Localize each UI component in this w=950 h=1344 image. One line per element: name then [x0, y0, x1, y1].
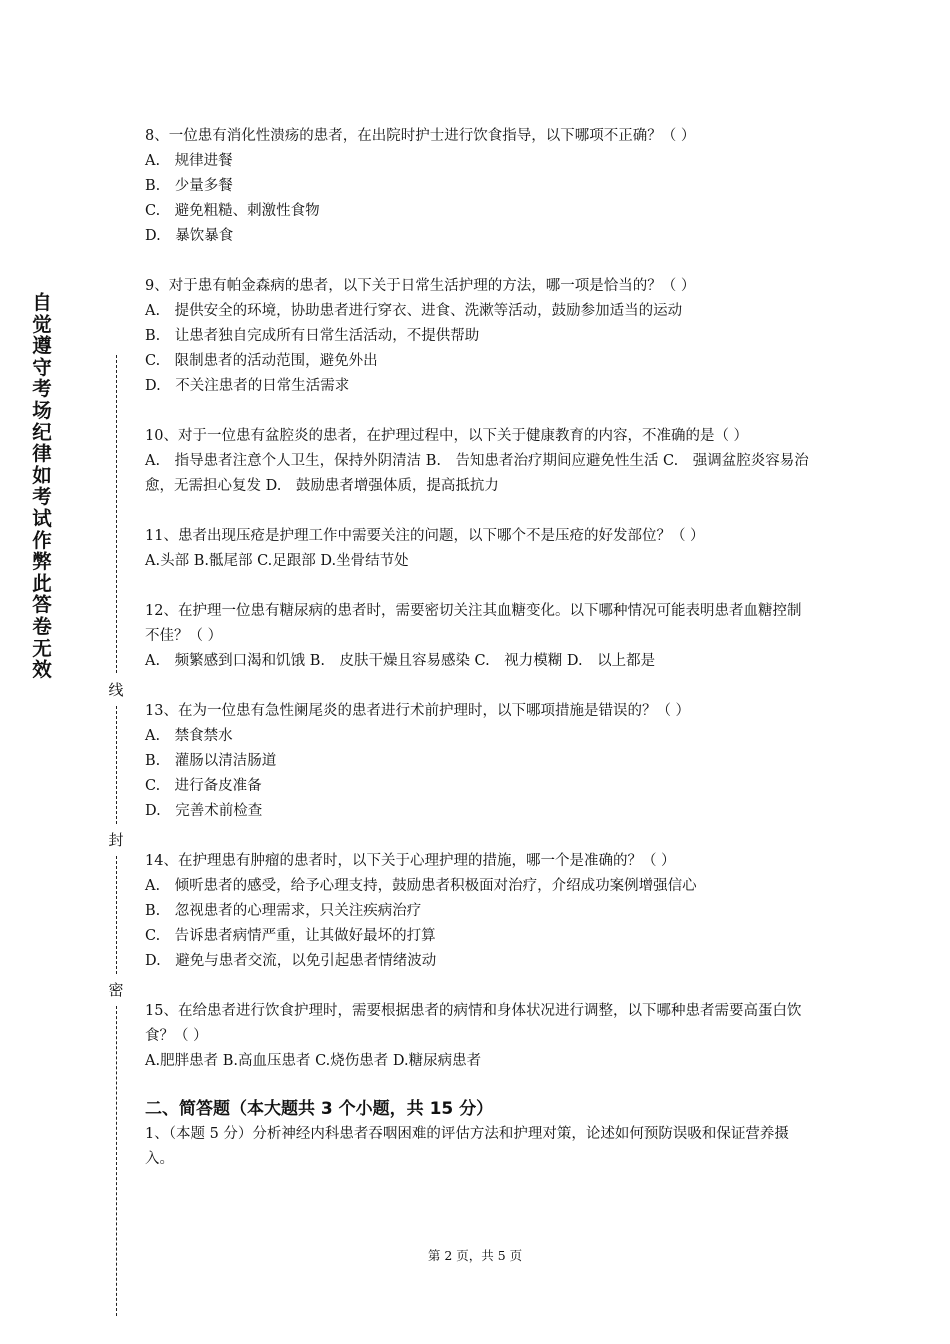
section-title-short-answer: 二、简答题（本大题共 3 个小题，共 15 分）	[145, 1099, 494, 1119]
seal-dashed-line-1	[116, 355, 117, 673]
question-14	[145, 849, 810, 974]
options-inline: A.肥胖患者 B.高血压患者 C.烧伤患者 D.糖尿病患者	[145, 1053, 482, 1069]
question-stem: 8、一位患有消化性溃疡的患者，在出院时护士进行饮食指导，以下哪项不正确？（ ）	[145, 128, 696, 144]
seal-dashed-line-4	[116, 1006, 117, 1316]
exam-discipline-slogan: 自觉遵守考场纪律如考试作弊此答卷无效	[32, 291, 52, 682]
option-a: A. 禁食禁水	[145, 728, 233, 744]
question-stem: 14、在护理患有肿瘤的患者时，以下关于心理护理的措施，哪一个是准确的？（ ）	[145, 853, 676, 869]
seal-label-line: 线	[108, 681, 124, 699]
exam-content	[145, 124, 810, 1172]
option-c: C. 进行备皮准备	[145, 778, 262, 794]
option-a: A. 提供安全的环境，协助患者进行穿衣、进食、洗漱等活动，鼓励参加适当的运动	[145, 303, 683, 319]
question-stem: 12、在护理一位患有糖尿病的患者时，需要密切关注其血糖变化。以下哪种情况可能表明患者血糖控制不佳？（ ）	[145, 603, 802, 644]
seal-dashed-line-3	[116, 856, 117, 974]
option-b: B. 让患者独自完成所有日常生活活动，不提供帮助	[145, 328, 480, 344]
option-a: A. 倾听患者的感受，给予心理支持，鼓励患者积极面对治疗，介绍成功案例增强信心	[145, 878, 697, 894]
option-d: D. 避免与患者交流，以免引起患者情绪波动	[145, 953, 437, 969]
question-13	[145, 699, 810, 824]
seal-dashed-line-2	[116, 706, 117, 824]
question-stem: 1、（本题 5 分）分析神经内科患者吞咽困难的评估方法和护理对策，论述如何预防误吸和保证营养摄入。	[145, 1126, 789, 1167]
options-inline: A. 频繁感到口渴和饥饿 B. 皮肤干燥且容易感染 C. 视力模糊 D. 以上都是	[145, 653, 656, 669]
question-stem: 13、在为一位患有急性阑尾炎的患者进行术前护理时，以下哪项措施是错误的？（ ）	[145, 703, 691, 719]
page-number: 第 2 页，共 5 页	[427, 1248, 523, 1263]
option-d: D. 暴饮暴食	[145, 228, 234, 244]
short-answer-question-1	[145, 1122, 810, 1172]
question-12	[145, 599, 810, 674]
question-stem: 15、在给患者进行饮食护理时，需要根据患者的病情和身体状况进行调整，以下哪种患者需要高蛋白饮食？（ ）	[145, 1003, 802, 1044]
options-inline: A.头部 B.骶尾部 C.足跟部 D.坐骨结节处	[145, 553, 409, 569]
question-stem: 9、对于患有帕金森病的患者，以下关于日常生活护理的方法，哪一项是恰当的？（ ）	[145, 278, 696, 294]
question-15	[145, 999, 810, 1074]
option-b: B. 少量多餐	[145, 178, 233, 194]
option-c: C. 限制患者的活动范围，避免外出	[145, 353, 378, 369]
question-10	[145, 424, 810, 499]
option-d: D. 不关注患者的日常生活需求	[145, 378, 350, 394]
seal-label-seal: 封	[108, 831, 124, 849]
question-stem: 11、患者出现压疮是护理工作中需要关注的问题，以下哪个不是压疮的好发部位？（ ）	[145, 528, 705, 544]
option-b: B. 灌肠以清洁肠道	[145, 753, 277, 769]
option-a: A. 规律进餐	[145, 153, 233, 169]
question-9	[145, 274, 810, 399]
seal-label-secret: 密	[108, 981, 124, 999]
option-c: C. 避免粗糙、刺激性食物	[145, 203, 320, 219]
option-b: B. 忽视患者的心理需求，只关注疾病治疗	[145, 903, 422, 919]
option-c: C. 告诉患者病情严重，让其做好最坏的打算	[145, 928, 436, 944]
question-stem: 10、对于一位患有盆腔炎的患者，在护理过程中，以下关于健康教育的内容，不准确的是（ ）	[145, 428, 749, 444]
question-8	[145, 124, 810, 249]
question-11	[145, 524, 810, 574]
options-inline: A. 指导患者注意个人卫生，保持外阴清洁 B. 告知患者治疗期间应避免性生活 C. 强调盆腔炎容易治愈，无需担心复发 D. 鼓励患者增强体质，提高抵抗力	[145, 453, 809, 494]
option-d: D. 完善术前检查	[145, 803, 263, 819]
